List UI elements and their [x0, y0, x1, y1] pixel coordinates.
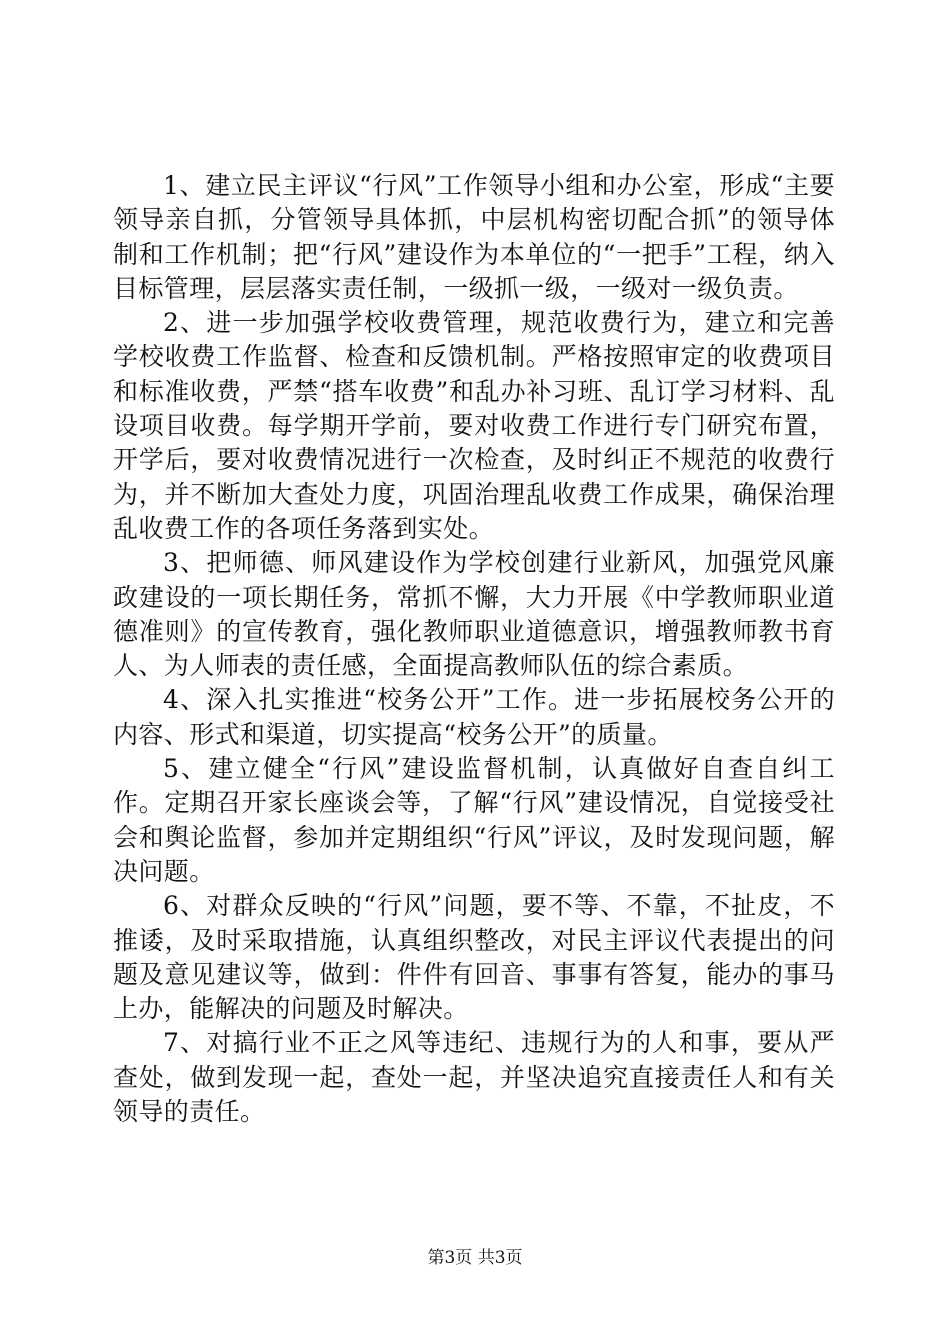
paragraph-4: 4、深入扎实推进“校务公开”工作。进一步拓展校务公开的内容、形式和渠道，切实提高“校务公开”的质量。 [113, 685, 835, 749]
document-body [113, 169, 835, 1129]
paragraph-3: 3、把师德、师风建设作为学校创建行业新风，加强党风廉政建设的一项长期任务，常抓不懈，大力开展《中学教师职业道德准则》的宣传教育，强化教师职业道德意识，增强教师教书育人、为人师表的责任感，全面提高教师队伍的综合素质。 [113, 548, 835, 681]
paragraph-5: 5、建立健全“行风”建设监督机制，认真做好自查自纠工作。定期召开家长座谈会等，了解“行风”建设情况，自觉接受社会和舆论监督，参加并定期组织“行风”评议，及时发现问题，解决问题。 [113, 754, 835, 886]
paragraph-2: 2、进一步加强学校收费管理，规范收费行为，建立和完善学校收费工作监督、检查和反馈机制。严格按照审定的收费项目和标准收费，严禁“搭车收费”和乱办补习班、乱订学习材料、乱设项目收费。每学期开学前，要对收费工作进行专门研究布置，开学后，要对收费情况进行一次检查，及时纠正不规范的收费行为，并不断加大查处力度，巩固治理乱收费工作成果，确保治理乱收费工作的各项任务落到实处。 [113, 308, 835, 543]
page-number-footer: 第3页 共3页 [427, 1248, 523, 1268]
paragraph-7: 7、对搞行业不正之风等违纪、违规行为的人和事，要从严查处，做到发现一起，查处一起，并坚决追究直接责任人和有关领导的责任。 [113, 1028, 835, 1127]
paragraph-1: 1、建立民主评议“行风”工作领导小组和办公室，形成“主要领导亲自抓，分管领导具体抓，中层机构密切配合抓”的领导体制和工作机制；把“行风”建设作为本单位的“一把手”工程，纳入目标管理，层层落实责任制，一级抓一级，一级对一级负责。 [113, 171, 835, 303]
paragraph-6: 6、对群众反映的“行风”问题，要不等、不靠，不扯皮，不推诿，及时采取措施，认真组织整改，对民主评议代表提出的问题及意见建议等，做到：件件有回音、事事有答复，能办的事马上办，能解决的问题及时解决。 [113, 891, 835, 1024]
